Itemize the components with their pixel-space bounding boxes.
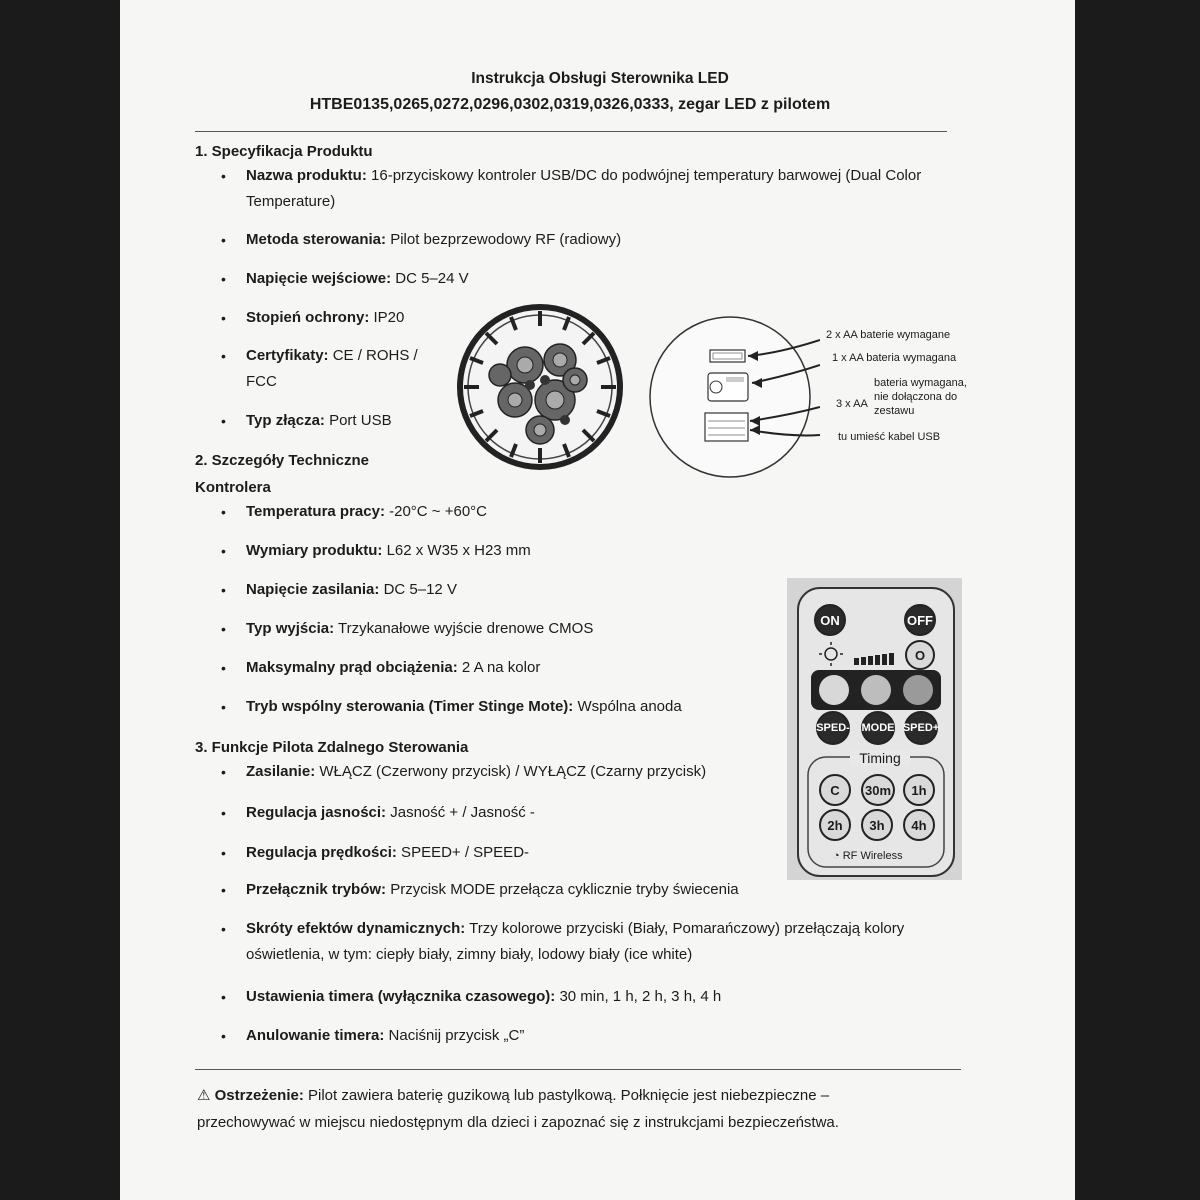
wireless-icon: ◔ (833, 850, 840, 862)
list-item: • Regulacja jasności: Jasność + / Jasność - (246, 800, 781, 826)
list-item: • Typ wyjścia: Trzykanałowe wyjście drenowe CMOS (246, 616, 776, 642)
remote-mode-button: MODE (861, 711, 895, 745)
annotation-2aa: 2 x AA baterie wymagane (826, 329, 951, 341)
remote-on-button: ON (814, 604, 846, 636)
remote-timer-c-button: C (819, 774, 851, 806)
list-item: • Nazwa produktu: 16-przyciskowy kontroler USB/DC do podwójnej temperatury barwowej (Dual Color Temperature) (246, 163, 936, 215)
section3-heading: 3. Funkcje Pilota Zdalnego Sterowania (195, 739, 469, 756)
document-subtitle: HTBE0135,0265,0272,0296,0302,0319,0326,0333, zegar LED z pilotem (309, 96, 831, 113)
annotation-1aa: 1 x AA bateria wymagana (832, 352, 957, 364)
remote-rf-label: ◔ RF Wireless (833, 850, 903, 862)
remote-timer-3h-button: 3h (861, 809, 893, 841)
top-divider (195, 131, 947, 132)
list-item: • Zasilanie: WŁĄCZ (Czerwony przycisk) / WYŁĄCZ (Czarny przycisk) (246, 759, 781, 785)
list-item: • Stopień ochrony: IP20 (246, 305, 446, 331)
list-item: • Skróty efektów dynamicznych: Trzy kolorowe przyciski (Biały, Pomarańczowy) przełączają kolory oświetlenia, w tym: ciepły biały, zimny biały, lodowy biały (ice white) (246, 916, 961, 968)
list-item: • Regulacja prędkości: SPEED+ / SPEED- (246, 840, 781, 866)
annotation-usb: tu umieść kabel USB (838, 431, 941, 443)
list-item: • Typ złącza: Port USB (246, 408, 446, 434)
section2-heading: 2. Szczegóły Techniczne Kontrolera (195, 452, 369, 496)
gear-clock-image (455, 300, 625, 475)
list-item: • Anulowanie timera: Naciśnij przycisk „C” (246, 1023, 946, 1049)
bottom-divider (195, 1069, 961, 1070)
list-item: • Napięcie zasilania: DC 5–12 V (246, 577, 766, 603)
document-title: Instrukcja Obsługi Sterownika LED (471, 70, 729, 87)
battery-diagram (640, 315, 820, 480)
warning-triangle-icon: ⚠ (197, 1087, 211, 1104)
remote-off-button: OFF (904, 604, 936, 636)
list-item: • Tryb wspólny sterowania (Timer Stinge Mote): Wspólna anoda (246, 694, 786, 720)
remote-timing-label: Timing (850, 750, 910, 766)
warning-note: ⚠ Ostrzeżenie: Pilot zawiera baterię guzikową lub pastylkową. Połknięcie jest niebezpieczne – przechowywać w miejscu niedostępnym dla dzieci i zapoznać się z instrukcjami bezpieczeństwa. (197, 1087, 839, 1131)
remote-timer-30m-button: 30m (861, 774, 895, 806)
list-item: • Metoda sterowania: Pilot bezprzewodowy RF (radiowy) (246, 227, 806, 253)
remote-power-button: O (905, 640, 935, 670)
list-item: • Przełącznik trybów: Przycisk MODE przełącza cyklicznie tryby świecenia (246, 877, 806, 903)
list-item: • Wymiary produktu: L62 x W35 x H23 mm (246, 538, 766, 564)
list-item: • Ustawienia timera (wyłącznika czasowego): 30 min, 1 h, 2 h, 3 h, 4 h (246, 984, 946, 1010)
remote-timer-2h-button: 2h (819, 809, 851, 841)
list-item: • Napięcie wejściowe: DC 5–24 V (246, 266, 806, 292)
remote-timer-4h-button: 4h (903, 809, 935, 841)
remote-speed-minus-button: SPED- (816, 711, 850, 745)
annotation-3aa: 3 x AA (836, 398, 868, 410)
annotation-not-included: bateria wymagana, nie dołączona do zestawu (874, 377, 967, 417)
list-item: • Maksymalny prąd obciążenia: 2 A na kolor (246, 655, 776, 681)
remote-speed-plus-button: SPED+ (904, 711, 938, 745)
list-item: • Certyfikaty: CE / ROHS / FCC (246, 343, 446, 395)
section1-heading: 1. Specyfikacja Produktu (195, 143, 373, 160)
list-item: • Temperatura pracy: -20°C ~ +60°C (246, 499, 766, 525)
remote-timer-1h-button: 1h (903, 774, 935, 806)
